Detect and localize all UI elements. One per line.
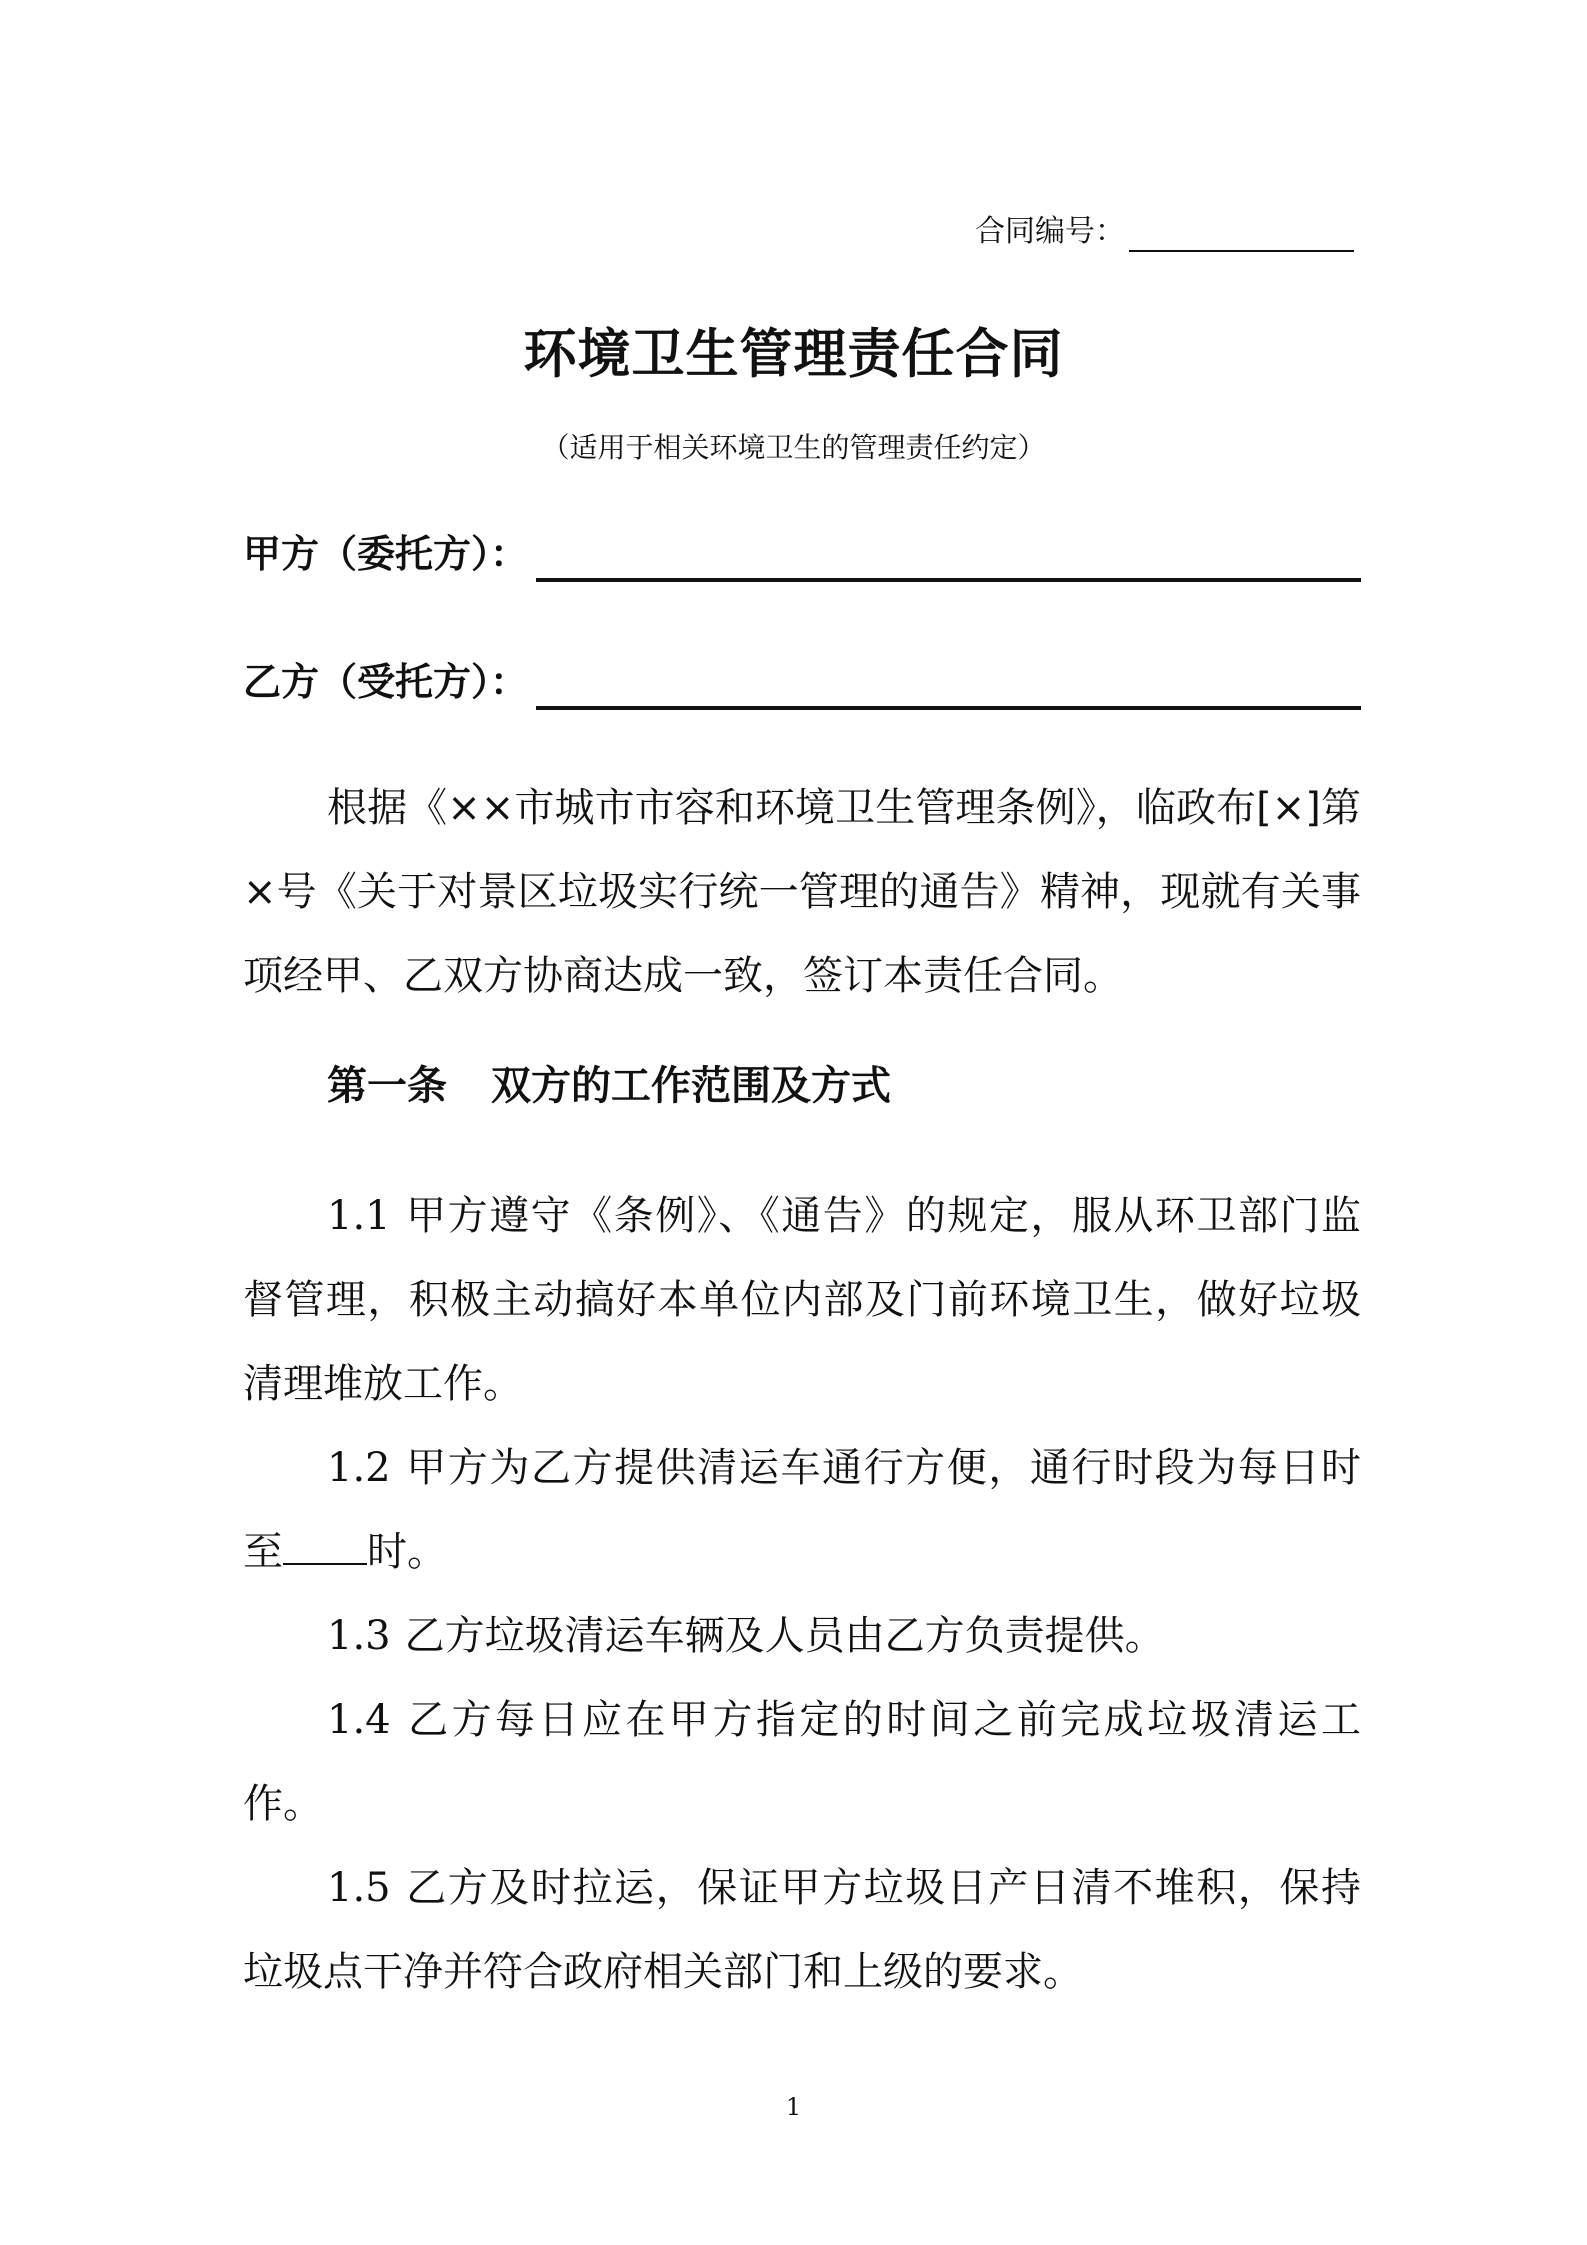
clause-text-mid: 时至 <box>243 1445 1361 1575</box>
clause-number: 1.3 <box>327 1613 391 1659</box>
party-b-label: 乙方（受托方）： <box>243 660 529 704</box>
clause-number: 1.1 <box>327 1193 391 1239</box>
clause-text: 乙方垃圾清运车辆及人员由乙方负责提供。 <box>404 1613 1165 1659</box>
party-a-field <box>243 526 1361 582</box>
intro-paragraph: 根据《××市城市市容和环境卫生管理条例》，临政布[×]第×号《关于对景区垃圾实行统一管理的通告》精神，现就有关事项经甲、乙双方协商达成一致，签订本责任合同。 <box>243 785 1361 999</box>
clause-number: 1.4 <box>327 1697 391 1743</box>
intro-section <box>243 766 1361 1018</box>
clause-text: 甲方遵守《条例》、《通告》的规定，服从环卫部门监督管理，积极主动搞好本单位内部及门前环境卫生，做好垃圾清理堆放工作。 <box>243 1193 1361 1407</box>
clause-list <box>243 1174 1361 2014</box>
party-b-blank <box>536 666 1361 710</box>
clause-1-1 <box>243 1174 1361 1426</box>
contract-number-blank <box>1129 216 1354 252</box>
article-heading <box>327 1058 891 1114</box>
party-a-label: 甲方（委托方）： <box>243 532 529 576</box>
contract-number-label: 合同编号： <box>975 214 1125 249</box>
contract-number-field <box>975 212 1354 252</box>
document-subtitle: （适用于相关环境卫生的管理责任约定） <box>541 431 1046 464</box>
hour-blank <box>283 1529 367 1565</box>
article-number: 第一条 <box>327 1063 447 1109</box>
clause-1-2 <box>243 1426 1361 1594</box>
clause-text-end: 时。 <box>367 1529 447 1575</box>
clause-1-4 <box>243 1678 1361 1846</box>
clause-text: 乙方及时拉运，保证甲方垃圾日产日清不堆积，保持垃圾点干净并符合政府相关部门和上级的要求。 <box>243 1865 1361 1995</box>
document-title: 环境卫生管理责任合同 <box>523 323 1064 385</box>
party-b-field <box>243 654 1361 710</box>
clause-number: 1.5 <box>327 1865 391 1911</box>
clause-1-5 <box>243 1846 1361 2014</box>
clause-1-3 <box>243 1594 1361 1678</box>
clause-number: 1.2 <box>327 1445 391 1491</box>
party-a-blank <box>536 538 1361 582</box>
clause-text: 甲方为乙方提供清运车通行方便，通行时段为每日 <box>404 1445 1321 1491</box>
page-number: 1 <box>785 2093 802 2121</box>
clause-text: 乙方每日应在甲方指定的时间之前完成垃圾清运工作。 <box>243 1697 1361 1827</box>
article-title: 双方的工作范围及方式 <box>491 1063 891 1109</box>
